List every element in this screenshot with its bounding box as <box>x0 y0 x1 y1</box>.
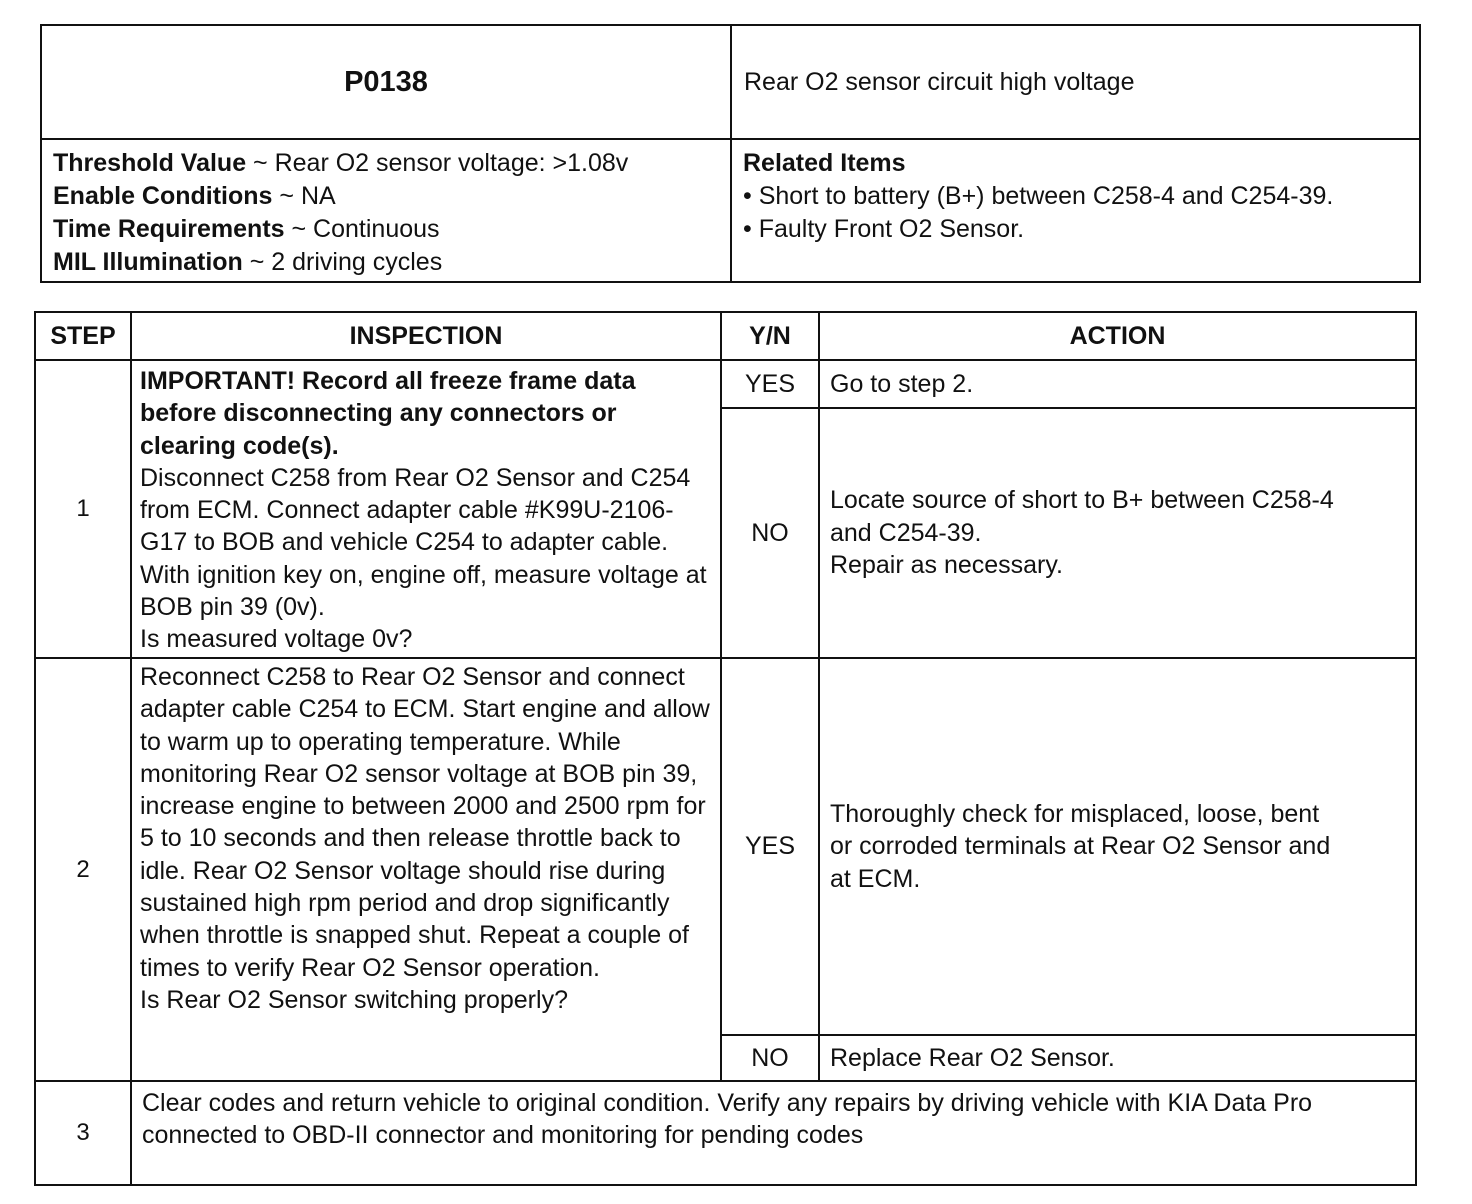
step-1-yes-action: Go to step 2. <box>819 360 1416 408</box>
related-items <box>731 139 1420 282</box>
column-header-step: STEP <box>35 312 131 360</box>
important-note: IMPORTANT! Record all freeze frame data before disconnecting any connectors or clearing code(s). <box>140 367 636 460</box>
time-value: ~ Continuous <box>284 215 440 243</box>
step-number: 2 <box>35 658 131 1081</box>
column-header-row <box>35 312 1416 360</box>
enable-label: Enable Conditions <box>53 182 273 210</box>
no-label: NO <box>721 1035 819 1081</box>
time-row <box>53 213 730 246</box>
step-2-instructions: Reconnect C258 to Rear O2 Sensor and connect adapter cable C254 to ECM. Start engine and allow to warm up to operating temperature. While monitoring Rear O2 sensor voltage at BOB pin 39, increase engine to between 2000 and 2500 rpm for 5 to 10 seconds and then release throttle back to idle. Rear O2 Sensor voltage should rise during sustained high rpm period and drop significantly when throttle is snapped shut. Repeat a couple of times to verify Rear O2 Sensor operation. <box>140 663 710 982</box>
step-1-instructions: Disconnect C258 from Rear O2 Sensor and C254 from ECM. Connect adapter cable #K99U-2106-G17 to BOB and vehicle C254 to adapter cable. With ignition key on, engine off, measure voltage at BOB pin 39 (0v). <box>140 463 707 622</box>
dtc-header-table <box>40 24 1421 283</box>
column-header-inspection: INSPECTION <box>131 312 721 360</box>
step-number: 3 <box>35 1081 131 1185</box>
step-3-text: Clear codes and return vehicle to original condition. Verify any repairs by driving vehicle with KIA Data Pro connected to OBD-II connector and monitoring for pending codes <box>131 1081 1416 1185</box>
step-1-no-action-text: Locate source of short to B+ between C258-4 and C254-39. Repair as necessary. <box>830 486 1334 580</box>
step-2-no-action: Replace Rear O2 Sensor. <box>819 1035 1416 1081</box>
yes-label: YES <box>721 360 819 408</box>
step-1-no-action <box>819 408 1416 658</box>
mil-row <box>53 246 730 279</box>
mil-value: ~ 2 driving cycles <box>242 248 443 276</box>
threshold-row <box>53 147 730 180</box>
dtc-description: Rear O2 sensor circuit high voltage <box>731 25 1420 139</box>
step-number: 1 <box>35 360 131 658</box>
column-header-yn: Y/N <box>721 312 819 360</box>
step-2-yes-row <box>35 658 1416 1035</box>
column-header-action: ACTION <box>819 312 1416 360</box>
threshold-label: Threshold Value <box>53 149 247 177</box>
related-item: • Faulty Front O2 Sensor. <box>743 215 1025 243</box>
threshold-value: ~ Rear O2 sensor voltage: >1.08v <box>246 149 629 177</box>
step-2-inspection <box>131 658 721 1081</box>
dtc-conditions <box>41 139 731 282</box>
time-label: Time Requirements <box>53 215 285 243</box>
step-1-yes-row <box>35 360 1416 408</box>
step-1-inspection <box>131 360 721 658</box>
related-title: Related Items <box>743 149 906 177</box>
enable-row <box>53 180 730 213</box>
step-3-row <box>35 1081 1416 1185</box>
step-2-yes-action <box>819 658 1416 1035</box>
diagnostic-steps-table <box>34 311 1417 1186</box>
mil-label: MIL Illumination <box>53 248 243 276</box>
step-2-yes-action-text: Thoroughly check for misplaced, loose, bent or corroded terminals at Rear O2 Sensor and at ECM. <box>830 799 1331 893</box>
related-item: • Short to battery (B+) between C258-4 and C254-39. <box>743 182 1334 210</box>
dtc-code: P0138 <box>41 25 731 139</box>
step-2-question: Is Rear O2 Sensor switching properly? <box>140 985 568 1014</box>
yes-label: YES <box>721 658 819 1035</box>
step-1-question: Is measured voltage 0v? <box>140 625 413 654</box>
enable-value: ~ NA <box>272 182 336 210</box>
no-label: NO <box>721 408 819 658</box>
